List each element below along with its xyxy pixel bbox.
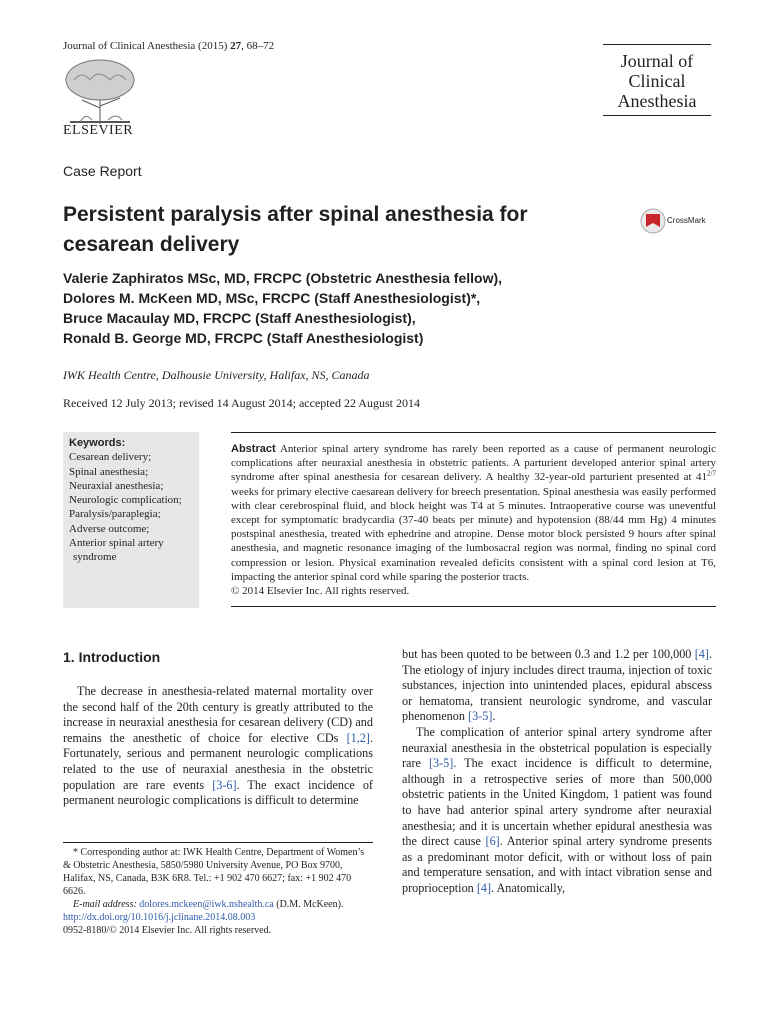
citation-link[interactable]: [6] <box>485 834 500 849</box>
body-column-left <box>63 684 373 809</box>
keyword-item: Adverse outcome; <box>69 522 150 535</box>
paragraph <box>63 684 373 809</box>
abstract-copyright: © 2014 Elsevier Inc. All rights reserved. <box>231 585 410 598</box>
citation-link[interactable]: [4] <box>476 880 492 895</box>
citation-link[interactable]: [1,2] <box>346 730 370 745</box>
corresponding-author-footnote <box>63 846 373 911</box>
abstract-heading: Abstract <box>231 443 276 455</box>
citation-link[interactable]: [3-5] <box>468 709 493 724</box>
article-type: Case Report <box>63 163 142 179</box>
paragraph <box>402 725 712 897</box>
elsevier-tree-logo <box>60 56 140 128</box>
journal-logo-line-2: Clinical <box>628 71 686 91</box>
elsevier-wordmark: ELSEVIER <box>63 123 134 138</box>
author-list <box>63 268 623 348</box>
author-3: Bruce Macaulay MD, FRCPC (Staff Anesthesiologist), <box>63 310 416 326</box>
affiliation: IWK Health Centre, Dalhousie University, Halifax, NS, Canada <box>63 368 370 382</box>
paragraph-text: . The exact incidence of permanent neurologic complications is difficult to determine <box>63 777 373 808</box>
footnote-text: * Corresponding author at: IWK Health Centre, Department of Women’s & Obstetric Anesthesia, 5850/5980 University Avenue, PO Box 9700, Halifax, NS, Canada, B3K 6R8. Tel.: +1 902 470 6627; fax: +1 902 470 6626. <box>63 847 365 897</box>
abstract <box>231 432 716 607</box>
keyword-item: Anterior spinal artery <box>69 537 164 550</box>
author-2: Dolores M. McKeen MD, MSc, FRCPC (Staff Anesthesiologist)*, <box>63 290 481 306</box>
paragraph-text: but has been quoted to be between 0.3 and 1.2 per 100,000 <box>402 647 695 661</box>
footnote-email-line <box>63 898 373 911</box>
keywords-box <box>63 432 199 608</box>
paragraph <box>402 647 712 725</box>
email-label: E-mail address: <box>73 899 140 910</box>
citation-link[interactable]: [3-5] <box>428 756 454 771</box>
journal-logo-line-1: Journal of <box>620 51 694 71</box>
paragraph-text: . Anatomically, <box>491 880 566 895</box>
keyword-item: Neuraxial anesthesia; <box>69 479 164 492</box>
journal-volume: 27 <box>230 40 242 52</box>
email-suffix: (D.M. McKeen). <box>273 899 344 910</box>
keyword-item: Paralysis/paraplegia; <box>69 508 161 521</box>
doi-link[interactable]: http://dx.doi.org/10.1016/j.jclinane.2014.08.003 <box>63 912 256 923</box>
paragraph-text: . Fortunately, serious and permanent neurologic complications related to the use of neuraxial anesthesia in the obstetric population are rare events <box>63 730 373 792</box>
author-4: Ronald B. George MD, FRCPC (Staff Anesthesiologist) <box>63 330 424 346</box>
paragraph-text: The decrease in anesthesia-related maternal mortality over the second half of the 20th century is greatly attributed to the increase in neuraxial anesthesia for cesarean delivery (CD) and remains the anesthetic of choice for elective CDs <box>63 684 373 745</box>
citation-link[interactable]: [3-6] <box>212 777 237 792</box>
body-column-right <box>402 647 712 897</box>
rights-statement: 0952-8180/© 2014 Elsevier Inc. All rights reserved. <box>63 925 272 936</box>
footnote-divider <box>63 842 373 843</box>
paragraph-text: . Anterior spinal artery syndrome presents as a predominant motor deficit, with or without loss of pain and temperature sensation, and with intact vibration sense and proprioception <box>402 834 712 895</box>
doi-block <box>63 911 271 937</box>
journal-pages: , 68–72 <box>241 40 275 52</box>
section-heading-introduction: 1. Introduction <box>63 649 161 665</box>
crossmark-badge[interactable] <box>640 206 720 236</box>
paragraph-text: . The etiology of injury includes direct trauma, injection of toxic substances, injection into unintended places, epidural abscess or hematoma, transient neurologic syndrome, and vascular phenomenon <box>402 647 712 724</box>
journal-logo-line-3: Anesthesia <box>617 91 697 111</box>
keyword-item: Neurologic complication; <box>69 494 182 507</box>
paragraph-text: . <box>492 709 496 724</box>
keyword-item: syndrome <box>73 551 117 564</box>
abstract-text-1: Anterior spinal artery syndrome has rarely been reported as a cause of permanent neurologic complications after neuraxial anesthesia in obstetric patients. A parturient developed anterior spinal artery syndrome after spinal anesthesia for cesarean delivery. A healthy 32-year-old parturient presented at 41 <box>231 443 716 484</box>
journal-logo <box>603 44 711 116</box>
journal-citation <box>63 40 274 52</box>
journal-citation-prefix: Journal of Clinical Anesthesia (2015) <box>63 40 231 52</box>
citation-link[interactable]: [4] <box>694 647 709 661</box>
email-link[interactable]: dolores.mckeen@iwk.nshealth.ca <box>139 899 274 910</box>
keyword-item: Cesarean delivery; <box>69 451 152 464</box>
paragraph-text: . The exact incidence is difficult to determine, although in a retrospective series of more than 500,000 obstetric patients in the United Kingdom, 1 patient was found to have had anterior spinal artery syndrome after neuraxial anesthesia; and it is uncertain whether epidural anesthesia was the direct cause <box>402 756 713 849</box>
keywords-heading: Keywords: <box>69 437 126 449</box>
abstract-text-2: weeks for primary elective caesarean delivery for breech presentation. Spinal anesthesia was easily performed with clear cerebrospinal fluid, and block height was T4 at 5 minutes. Intraoperative course was uneventful except for symptomatic bradycardia (37-40 beats per minute) and hypotension (88/44 mm Hg) 4 minutes postspinal anesthesia, treated with ephedrine and atropine. Dense motor block persisted 9 hours after spinal anesthesia, and magnetic resonance imaging of the lumbosacral region was normal, finding no spinal cord compression or lesion. Physical examination revealed deficits consistent with a spinal cord lesion at T6, impacting the anterior spinal cord while sparing the posterior tracts. <box>231 485 716 583</box>
abstract-superscript: 2/7 <box>707 469 716 478</box>
author-1: Valerie Zaphiratos MSc, MD, FRCPC (Obstetric Anesthesia fellow), <box>63 270 503 286</box>
received-dates: Received 12 July 2013; revised 14 August 2014; accepted 22 August 2014 <box>63 396 420 410</box>
keyword-item: Spinal anesthesia; <box>69 465 149 478</box>
crossmark-label: CrossMark <box>667 216 706 225</box>
article-title: Persistent paralysis after spinal anesthesia for cesarean delivery <box>63 203 528 256</box>
crossmark-icon <box>640 206 666 236</box>
paragraph-text: The complication of anterior spinal artery syndrome after neuraxial anesthesia in the obstetrical population is especially rare <box>402 724 712 771</box>
